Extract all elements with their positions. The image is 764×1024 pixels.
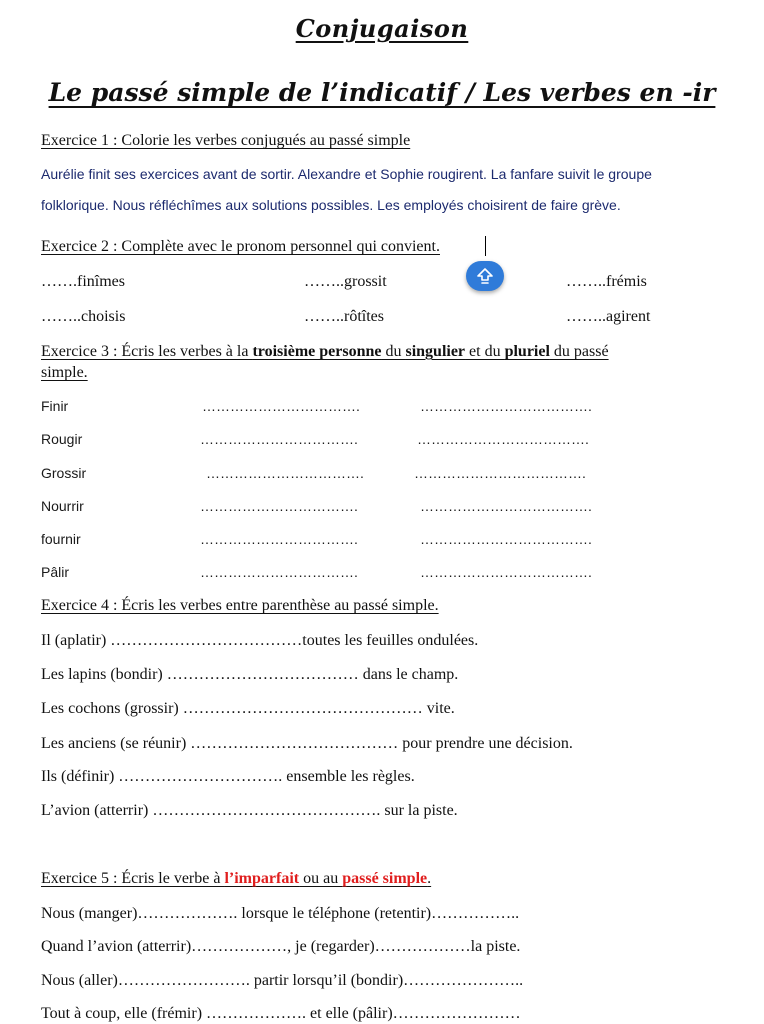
exercise-4-sentence: Ils (définir) …………………………. ensemble les règles. [41, 768, 415, 785]
page-subtitle: Le passé simple de l’indicatif / Les verbes en -ir [48, 78, 716, 107]
text-cursor [485, 236, 486, 256]
plural-blank: ………………………………. [414, 465, 586, 481]
heading-red-text: passé simple [342, 870, 428, 887]
exercise-4-sentence: L’avion (atterrir) ……………………………………. sur la piste. [41, 802, 458, 819]
exercise-5-sentence: Nous (aller)……………………. partir lorsqu’il (bondir)………………….. [41, 972, 524, 989]
exercise-2-item: ……..agirent [566, 308, 651, 325]
exercise-1-text-line: Aurélie finit ses exercices avant de sortir. Alexandre et Sophie rougirent. La fanfare suivit le groupe [41, 166, 652, 182]
exercise-2-item: ……..rôtîtes [304, 308, 384, 325]
heading-text: ou au [299, 870, 343, 887]
exercise-2-item: ……..grossit [304, 273, 387, 290]
heading-text: du [381, 343, 406, 360]
exercise-4-sentence: Les anciens (se réunir) ………………………………… pour prendre une décision. [41, 735, 573, 752]
heading-bold-text: singulier [405, 343, 466, 360]
plural-blank: ………………………………. [417, 431, 589, 447]
singular-blank: ……………………………. [200, 498, 358, 514]
exercise-5-sentence: Tout à coup, elle (frémir) ………………. et elle (pâlir)…………………… [41, 1005, 521, 1022]
exercise-2-item: ……..choisis [41, 308, 126, 325]
exercise-5-heading [41, 870, 431, 888]
heading-red-text: l’imparfait [224, 870, 300, 887]
scroll-up-button[interactable] [466, 261, 504, 291]
exercise-3-heading-continued: simple. [41, 364, 88, 381]
exercise-5-sentence: Nous (manger)………………. lorsque le téléphone (retentir)…………….. [41, 905, 520, 922]
verb-label: fournir [41, 531, 81, 547]
exercise-2-heading: Exercice 2 : Complète avec le pronom personnel qui convient. [41, 238, 440, 255]
singular-blank: ……………………………. [202, 398, 360, 414]
plural-blank: ………………………………. [420, 498, 592, 514]
heading-text: . [427, 870, 432, 887]
exercise-4-sentence: Les cochons (grossir) ……………………………………… vite. [41, 700, 455, 717]
singular-blank: ……………………………. [200, 531, 358, 547]
verb-label: Grossir [41, 465, 87, 481]
exercise-5-sentence: Quand l’avion (atterrir)………………, je (regarder)………………la piste. [41, 938, 521, 955]
heading-bold-text: pluriel [504, 343, 550, 360]
exercise-2-item: ……..frémis [566, 273, 647, 290]
heading-text: Exercice 5 : Écris le verbe à [41, 870, 225, 887]
scroll-up-arrow-icon [475, 266, 495, 286]
exercise-1-heading: Exercice 1 : Colorie les verbes conjugués au passé simple [41, 132, 411, 149]
plural-blank: ………………………………. [420, 398, 592, 414]
heading-text: Exercice 3 : Écris les verbes à la [41, 343, 253, 360]
singular-blank: ……………………………. [200, 431, 358, 447]
exercise-2-item: …….finîmes [41, 273, 125, 290]
singular-blank: ……………………………. [206, 465, 364, 481]
plural-blank: ………………………………. [420, 531, 592, 547]
verb-label: Rougir [41, 431, 83, 447]
verb-label: Finir [41, 398, 69, 414]
page-title: Conjugaison [295, 14, 469, 43]
heading-text: et du [465, 343, 505, 360]
verb-label: Nourrir [41, 498, 84, 514]
heading-bold-text: troisième personne [252, 343, 382, 360]
exercise-1-text-line: folklorique. Nous réfléchîmes aux solutions possibles. Les employés choisirent de faire grève. [41, 197, 621, 213]
exercise-4-sentence: Les lapins (bondir) ……………………………… dans le champ. [41, 666, 459, 683]
exercise-4-sentence: Il (aplatir) ………………………………toutes les feuilles ondulées. [41, 632, 479, 649]
exercise-3-heading [41, 343, 609, 361]
plural-blank: ………………………………. [420, 564, 592, 580]
heading-text: du passé [549, 343, 609, 360]
exercise-4-heading: Exercice 4 : Écris les verbes entre parenthèse au passé simple. [41, 597, 439, 614]
verb-label: Pâlir [41, 564, 70, 580]
singular-blank: ……………………………. [200, 564, 358, 580]
